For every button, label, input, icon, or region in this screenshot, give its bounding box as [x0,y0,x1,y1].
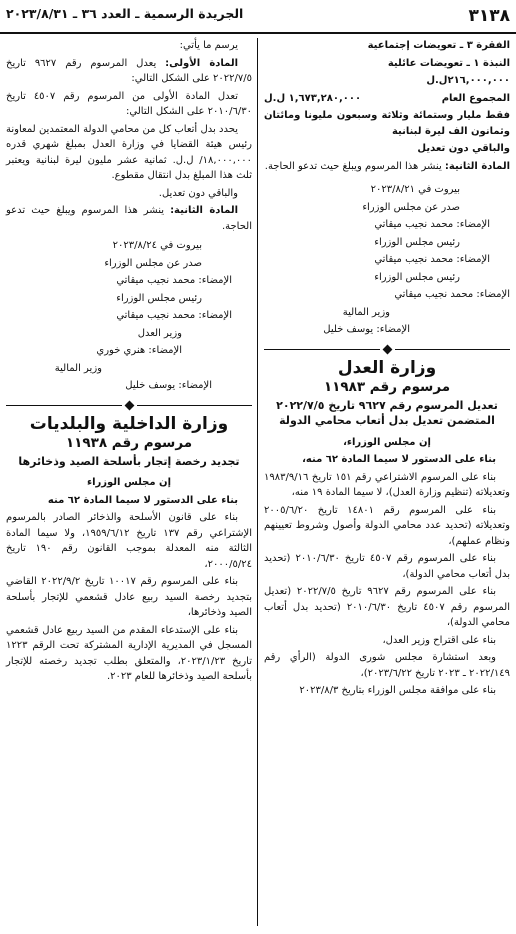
total-amount: ١,٦٧٣,٢٨٠,٠٠٠ ل.ل [264,92,362,104]
signature: الإمضاء: هنري خوري [96,345,182,356]
recital: بناء على المرسوم رقم ٩٦٢٧ تاريخ ٢٠٢٢/٧/٥ (تعديل المرسوم رقم ٤٥٠٧ تاريخ ٢٠١٠/٦/٣٠ (تحديد بدل أتعاب محامي الدولة)، [264,586,510,628]
signature: الإمضاء: محمد نجيب ميقاتي [394,289,510,300]
recital: بناء على اقتراح وزير العدل، [382,634,496,646]
section-divider [264,346,510,353]
finance-minister-title: وزير المالية [342,306,390,318]
signature: الإمضاء: محمد نجيب ميقاتي [116,275,232,286]
signature: الإمضاء: محمد نجيب ميقاتي [116,310,232,321]
signature: الإمضاء: يوسف خليل [125,380,212,391]
signature: الإمضاء: محمد نجيب ميقاتي [374,254,490,265]
beirut-date: بيروت في ٢٠٢٣/٨/٢٤ [112,240,202,251]
beirut-date: بيروت في ٢٠٢٣/٨/٢١ [370,184,460,195]
issued-by: صدر عن مجلس الوزراء [362,201,460,213]
article-two-label: المادة الثانية: [444,160,510,172]
gazette-issue-line: الجريدة الرسمية ـ العدد ٣٦ ـ ٢٠٢٣/٨/٣١ [6,6,244,21]
left-column [6,38,252,930]
remaining-unchanged: والباقي دون تعديل. [158,187,238,199]
article-two-text: ينشر هذا المرسوم ويبلغ حيث تدعو الحاجة. [6,205,252,232]
section-heading: الفقرة ٣ ـ تعويضات إجتماعية [367,40,510,51]
recital: بناء على الإستدعاء المقدم من السيد ربيع عادل قشعمي المسجل في المديرية الإدارية المشتركة تحت الرقم ١٢٢٣ تاريخ ٢٠٢٣/١/٢٣، والمتعلق بطلب تجديد رخصته للإتجار بأسلحة الصيد وذخائرها للعام ٢٠٢٣. [6,624,253,682]
article-one-text: يعدل المرسوم رقم ٩٦٢٧ تاريخ ٢٠٢٢/٧/٥ على الشكل التالي: [6,57,252,84]
recital: بناء على المرسوم رقم ١٠٠١٧ تاريخ ٢٠٢٢/٩/٢ القاضي بتجديد رخصة السيد ربيع عادل قشعمي للإتجار بأسلحة الصيد وذخائرها، [6,576,252,618]
recital: وبعد استشارة مجلس شورى الدولة (الرأي رقم ٢٠٢٢/١٤٩ ـ ٢٠٢٣ تاريخ ٢٠٢٣/٦/٢٢)، [264,652,510,679]
council-heading: إن مجلس الوزراء، [343,436,431,448]
article-two-text: ينشر هذا المرسوم ويبلغ حيث تدعو الحاجة. [264,160,442,172]
recital: بناء على المرسوم الاشتراعي رقم ١٥١ تاريخ ١٩٨٣/٩/١٦ وتعديلاته (تنظيم وزارة العدل)، لا سيما المادة ١٩ منه، [264,471,510,498]
chapter-amount: ٢١٦,٠٠٠,٠٠٠ل.ل [426,75,510,86]
section-divider [6,402,252,409]
recital: بناء على المرسوم رقم ١٤٨٠١ تاريخ ٢٠٠٥/٦/٢٠ وتعديلاته (تحديد عدد محامي الدولة وأصول وشروط تعيينهم ونظام عملهم)، [264,504,510,547]
pm-title: رئيس مجلس الوزراء [116,292,202,304]
article-one-label: المادة الأولى: [165,57,238,69]
ministry-title: وزارة الداخلية والبلديات [29,413,229,434]
amendment-intro: تعدل المادة الأولى من المرسوم رقم ٤٥٠٧ تاريخ ٢٠١٠/٦/٣٠ على الشكل التالي: [6,90,252,117]
recital: بناء على موافقة مجلس الوزراء بتاريخ ٢٠٢٣/٨/٣ [299,685,496,696]
recital: بناء على قانون الأسلحة والذخائر الصادر بالمرسوم الإشتراعي رقم ١٣٧ تاريخ ١٩٥٩/٦/١٢، ولا سيما المادة الثالثة منه المعدلة بموجب القانون رقم ١٩٠ تاريخ ٢٠٠٠/٥/٢٤، [6,512,252,570]
constitution-basis: بناء على الدستور لا سيما المادة ٦٢ منه [47,494,238,506]
page-number: ٣١٣٨ [468,6,510,26]
signature: الإمضاء: محمد نجيب ميقاتي [374,219,490,230]
column-divider [257,38,258,926]
page-header [0,0,516,34]
article-two [6,203,252,234]
decree-number: مرسوم رقم ١١٩٨٣ [323,379,451,395]
article-two-label: المادة الثانية: [170,205,238,216]
recital: بناء على المرسوم رقم ٤٥٠٧ تاريخ ٢٠١٠/٦/٣٠ (تحديد بدل أتعاب محامي الدولة)، [264,553,510,580]
pm-title: رئيس مجلس الوزراء [374,236,460,248]
amendment-text: يحدد بدل أتعاب كل من محامي الدولة المعتمدين لمعاونة رئيس هيئة القضايا في وزارة العدل بمبلغ شهري قدره ١٨,٠٠٠,٠٠٠/ ل.ل. ثمانية عشر مليون ليرة لبنانية ويعتبر ثلث هذا المبلغ بدل انتقال مقطوع. [6,123,252,181]
article-two [264,159,510,175]
pm-title: رئيس مجلس الوزراء [374,271,460,283]
council-heading: إن مجلس الوزراء [86,477,172,488]
justice-minister-title: وزير العدل [137,327,182,339]
right-column [264,38,510,930]
decrees-line: يرسم ما يأتي: [179,40,238,51]
article-one [6,56,252,87]
ministry-title: وزارة العدل [337,357,437,378]
total-row [264,91,510,107]
chapter-heading: النبذة ١ ـ تعويضات عائلية [387,57,510,69]
issued-by: صدر عن مجلس الوزراء [104,257,202,269]
total-in-words: فقط مليار وستمائة وثلاثة وسبعون مليونا ومائتان وثمانون الف ليرة لبنانية [264,110,510,137]
remaining-unchanged: والباقي دون تعديل [417,143,510,154]
constitution-basis: بناء على الدستور لا سيما المادة ٦٢ منه، [302,454,496,465]
decree-title: تجديد رخصة إتجار بأسلحة الصيد وذخائرها [18,454,240,468]
finance-minister-title: وزير المالية [54,362,102,374]
decree-number: مرسوم رقم ١١٩٣٨ [65,435,193,451]
decree-title: تعديل المرسوم رقم ٩٦٢٧ تاريخ ٢٠٢٢/٧/٥ المتضمن تعديل بدل أتعاب محامي الدولة [276,398,498,427]
total-label: المجموع العام [441,92,510,104]
signature: الإمضاء: يوسف خليل [323,324,410,335]
